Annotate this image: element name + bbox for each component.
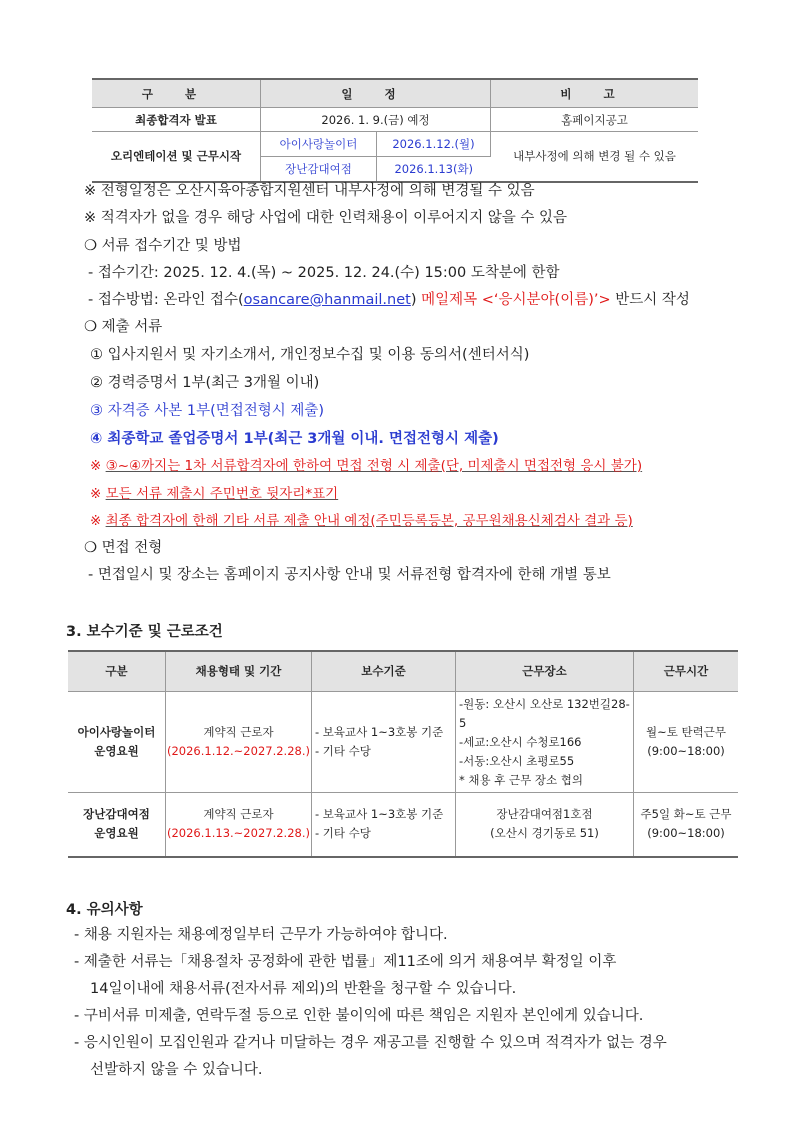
job-place: -원동: 오산시 오산로 132번길28-5 -세교:오산시 수청로166 -서동:오산시 초평로55 * 채용 후 근무 장소 협의 [456,692,634,793]
note: ※ 적격자가 없을 경우 해당 사업에 대한 인력채용이 이루어지지 않을 수 있음 [84,210,568,226]
place: 아이사랑놀이터 [261,132,377,157]
email-link[interactable]: osancare@hanmail.net [243,292,411,308]
schedule-table [92,78,698,183]
warning-mark: ※ [90,513,102,529]
warning-text: 모든 서류 제출시 주민번호 뒷자리*표기 [105,486,339,502]
section3-title: 3. 보수기준 및 근로조건 [66,624,223,640]
warning-mark: ※ [90,458,102,474]
method-suffix: ) [410,292,417,308]
warning-mark: ※ [90,486,102,502]
job-pay: - 보육교사 1~3호봉 기준 - 기타 수당 [312,692,456,793]
header-note: 비 고 [491,79,699,108]
caution-line: - 응시인원이 모집인원과 같거나 미달하는 경우 재공고를 진행할 수 있으며 적격자가 없는 경우 [74,1035,667,1051]
caution-line: 14일이내에 채용서류(전자서류 제외)의 반환을 청구할 수 있습니다. [90,981,517,997]
header-schedule: 일 정 [261,79,491,108]
method-end: 반드시 작성 [615,292,690,308]
interview-heading: ❍ 면접 전형 [84,540,163,556]
document-item: ④ 최종학교 졸업증명서 1부(최근 3개월 이내. 면접전형시 제출) [90,431,499,447]
document-warning [90,456,642,476]
caution-line: - 제출한 서류는「채용절차 공정화에 관한 법률」제11조에 의거 채용여부 확정일 이후 [74,954,617,970]
row-label: 최종합격자 발표 [92,108,261,132]
interview-text: - 면접일시 및 장소는 홈페이지 공지사항 안내 및 서류전형 합격자에 한해 개별 통보 [88,567,611,583]
job-name: 장난감대여점 운영요원 [68,793,166,857]
caution-line: - 채용 지원자는 채용예정일부터 근무가 가능하여야 합니다. [74,927,448,943]
section4-title: 4. 유의사항 [66,902,143,918]
document-item: ② 경력증명서 1부(최근 3개월 이내) [90,375,320,391]
row-note: 홈페이지공고 [491,108,699,132]
warning-text: 최종 합격자에 한해 기타 서류 제출 안내 예정(주민등록등본, 공무원채용신체검사 결과 등) [105,513,633,529]
header: 근무시간 [634,651,739,692]
document-warning [90,511,633,531]
subject-note: 메일제목 <‘응시분야(이름)’> [421,292,611,308]
caution-line: - 구비서류 미제출, 연락두절 등으로 인한 불이익에 따른 책임은 지원자 본인에게 있습니다. [74,1008,644,1024]
header: 구분 [68,651,166,692]
note: ※ 전형일정은 오산시육아종합지원센터 내부사정에 의해 변경될 수 있음 [84,183,535,199]
header-category: 구 분 [92,79,261,108]
documents-heading: ❍ 제출 서류 [84,319,163,335]
job-place: 장난감대여점1호점 (오산시 경기동로 51) [456,793,634,857]
header: 채용형태 및 기간 [166,651,312,692]
document-item: ③ 자격증 사본 1부(면접전형시 제출) [90,403,325,419]
place: 장난감대여점 [261,157,377,182]
application-method [88,290,690,310]
header: 근무장소 [456,651,634,692]
job-type: 계약직 근로자 (2026.1.12.~2027.2.28.) [166,692,312,793]
job-pay: - 보육교사 1~3호봉 기준 - 기타 수당 [312,793,456,857]
row-label: 오리엔테이션 및 근무시작 [92,132,261,182]
row-note: 내부사정에 의해 변경 될 수 있음 [491,132,699,182]
job-hours: 월~토 탄력근무 (9:00~18:00) [634,692,739,793]
date: 2026.1.13(화) [377,157,491,182]
job-type: 계약직 근로자 (2026.1.13.~2027.2.28.) [166,793,312,857]
application-period: - 접수기간: 2025. 12. 4.(목) ~ 2025. 12. 24.(수) 15:00 도착분에 한함 [88,265,560,281]
header: 보수기준 [312,651,456,692]
caution-line: 선발하지 않을 수 있습니다. [90,1062,263,1078]
date: 2026.1.12.(월) [377,132,491,157]
conditions-table [68,650,738,858]
warning-text: ③~④까지는 1차 서류합격자에 한하여 면접 전형 시 제출(단, 미제출시 면접전형 응시 불가) [105,458,643,474]
document-item: ① 입사지원서 및 자기소개서, 개인정보수집 및 이용 동의서(센터서식) [90,347,530,363]
document-warning [90,484,338,504]
application-heading: ❍ 서류 접수기간 및 방법 [84,238,242,254]
job-name: 아이사랑놀이터 운영요원 [68,692,166,793]
row-schedule: 2026. 1. 9.(금) 예정 [261,108,491,132]
job-hours: 주5일 화~토 근무 (9:00~18:00) [634,793,739,857]
method-prefix: - 접수방법: 온라인 접수( [88,292,244,308]
